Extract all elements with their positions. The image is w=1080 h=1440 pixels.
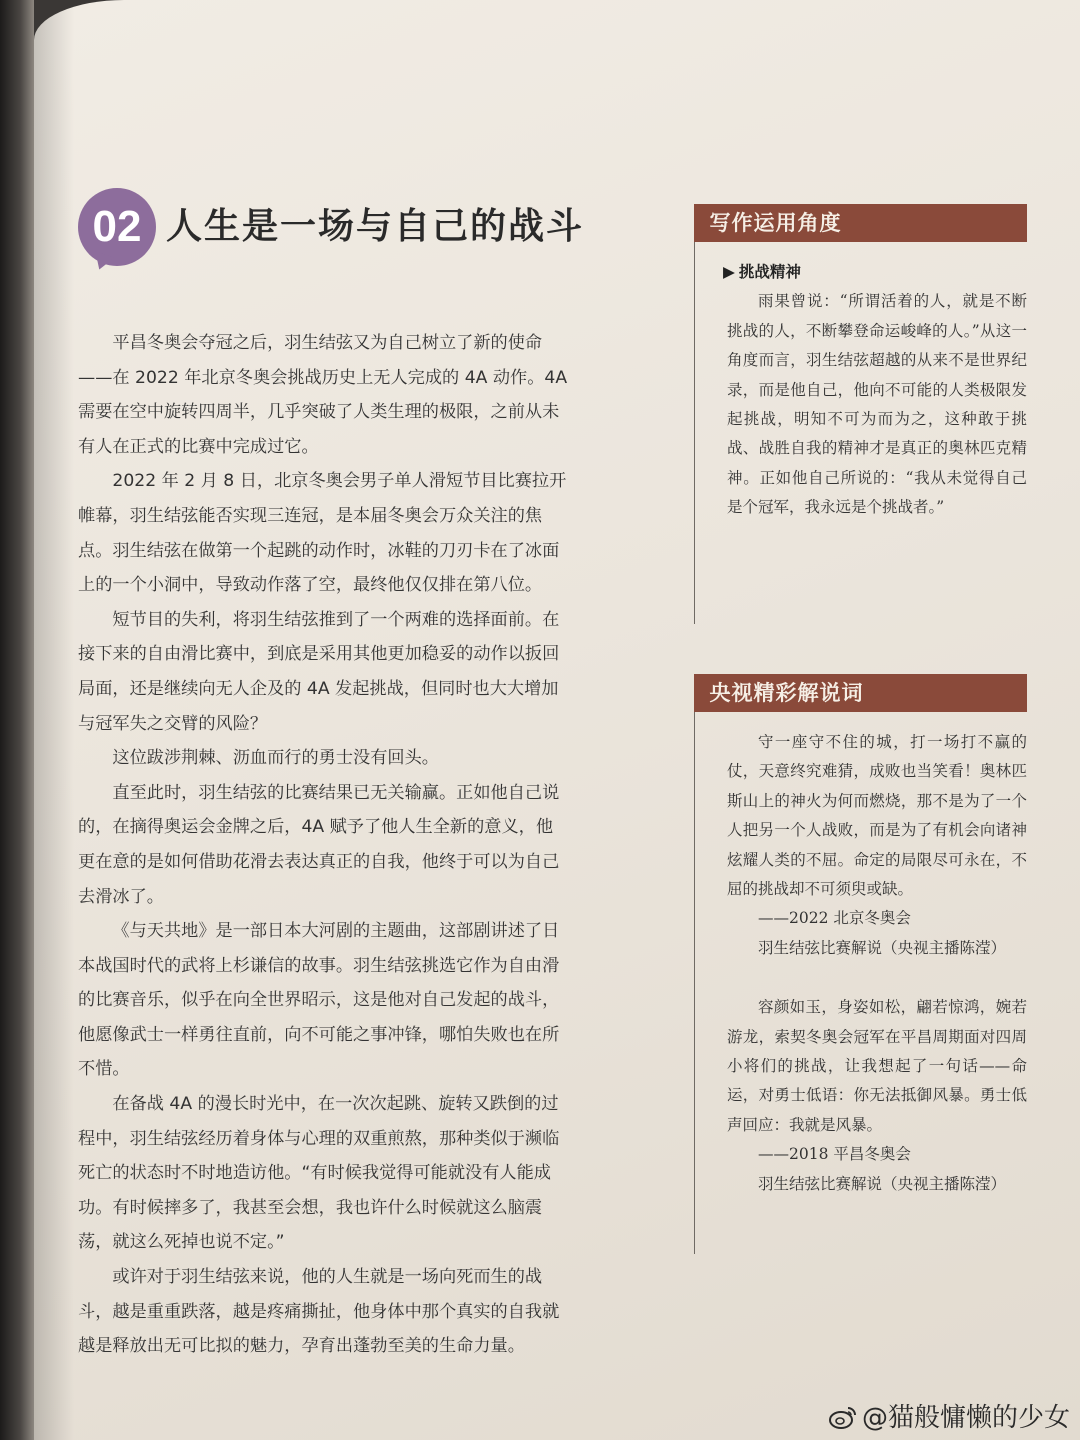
writing-angle-body xyxy=(695,242,1027,523)
commentary-credit-2-sub: 羽生结弦比赛解说（央视主播陈滢） xyxy=(758,1174,1007,1193)
paragraph-3: 短节目的失利，将羽生结弦推到了一个两难的选择面前。在接下来的自由滑比赛中，到底是采用其他更加稳妥的动作以扳回局面，还是继续向无人企及的 4A 发起挑战，但同时也大大增加与冠军失之交臂的风险？ xyxy=(78,609,560,734)
paragraph-7: 在备战 4A 的漫长时光中，在一次次起跳、旋转又跌倒的过程中，羽生结弦经历着身体与心理的双重煎熬，那种类似于濒临死亡的状态时不时地造访他。“有时候我觉得可能就没有人能成功。有时候摔多了，我甚至会想，我也许什么时候就这么脑震荡，就这么死掉也说不定。” xyxy=(78,1094,560,1253)
subhead xyxy=(723,258,1027,287)
watermark xyxy=(828,1397,1070,1434)
section-number-badge xyxy=(78,188,156,266)
weibo-icon xyxy=(828,1405,858,1429)
cctv-commentary-box xyxy=(694,674,1027,1254)
subhead-text: 挑战精神 xyxy=(738,263,801,281)
commentary-quote-1: 守一座守不住的城，打一场打不赢的仗，天意终究难猜，成败也当笑看！奥林匹斯山上的神火为何而燃烧，那不是为了一个人把另一个人战败，而是为了有机会向诸神炫耀人类的不屈。命定的局限尽可永在，不屈的挑战却不可须臾或缺。 xyxy=(727,733,1027,899)
commentary-quote-2: 容颜如玉，身姿如松，翩若惊鸿，婉若游龙，索契冬奥会冠军在平昌周期面对四周小将们的挑战，让我想起了一句话——命运，对勇士低语：你无法抵御风暴。勇士低声回应：我就是风暴。 xyxy=(727,998,1027,1134)
book-binding xyxy=(0,0,34,1440)
paragraph-6: 《与天共地》是一部日本大河剧的主题曲，这部剧讲述了日本战国时代的武将上杉谦信的故事。羽生结弦挑选它作为自由滑的比赛音乐，似乎在向全世界昭示，这是他对自己发起的战斗，他愿像武士一样勇往直前，向不可能之事冲锋，哪怕失败也在所不惜。 xyxy=(78,921,560,1080)
commentary-credit-1-sub: 羽生结弦比赛解说（央视主播陈滢） xyxy=(758,938,1007,957)
paragraph-5: 直至此时，羽生结弦的比赛结果已无关输赢。正如他自己说的，在摘得奥运会金牌之后，4A 赋予了他人生全新的意义，他更在意的是如何借助花滑去表达真正的自我，他终于可以为自己去滑冰了。 xyxy=(78,782,560,907)
book-page xyxy=(34,0,1080,1440)
paragraph-2: 2022 年 2 月 8 日，北京冬奥会男子单人滑短节目比赛拉开帷幕，羽生结弦能否实现三连冠，是本届冬奥会万众关注的焦点。羽生结弦在做第一个起跳的动作时，冰鞋的刀刃卡在了冰面上的一个小洞中，导致动作落了空，最终他仅仅排在第八位。 xyxy=(78,471,567,596)
writing-angle-header: 写作运用角度 xyxy=(694,204,1028,242)
section-title: 人生是一场与自己的战斗 xyxy=(166,205,585,247)
paragraph-4: 这位跋涉荆棘、沥血而行的勇士没有回头。 xyxy=(112,748,439,769)
watermark-text: @猫般慵懒的少女 xyxy=(861,1403,1070,1433)
cctv-commentary-body xyxy=(695,712,1027,1199)
paragraph-1: 平昌冬奥会夺冠之后，羽生结弦又为自己树立了新的使命——在 2022 年北京冬奥会挑战历史上无人完成的 4A 动作。4A 需要在空中旋转四周半，几乎突破了人类生理的极限，之前从未有人在正式的比赛中完成过它。 xyxy=(78,333,568,457)
commentary-credit-1: ——2022 北京冬奥会 xyxy=(758,909,911,928)
section-number: 02 xyxy=(92,202,142,251)
paragraph-8: 或许对于羽生结弦来说，他的人生就是一场向死而生的战斗，越是重重跌落，越是疼痛撕扯，他身体中那个真实的自我就越是释放出无可比拟的魅力，孕育出蓬勃至美的生命力量。 xyxy=(78,1267,560,1357)
writing-angle-text: 雨果曾说：“所谓活着的人，就是不断挑战的人，不断攀登命运峻峰的人。”从这一角度而言，羽生结弦超越的从来不是世界纪录，而是他自己，他向不可能的人类极限发起挑战，明知不可为而为之，这种敢于挑战、战胜自我的精神才是真正的奥林匹克精神。正如他自己所说的：“我从未觉得自己是个冠军，我永远是个挑战者。” xyxy=(727,292,1027,517)
cctv-commentary-header: 央视精彩解说词 xyxy=(694,674,1028,712)
article-body xyxy=(78,326,570,1364)
page-gutter-shadow xyxy=(34,0,74,1440)
writing-angle-box xyxy=(694,204,1027,624)
commentary-credit-2: ——2018 平昌冬奥会 xyxy=(758,1145,911,1164)
triangle-bullet-icon: ▶ xyxy=(723,263,735,281)
